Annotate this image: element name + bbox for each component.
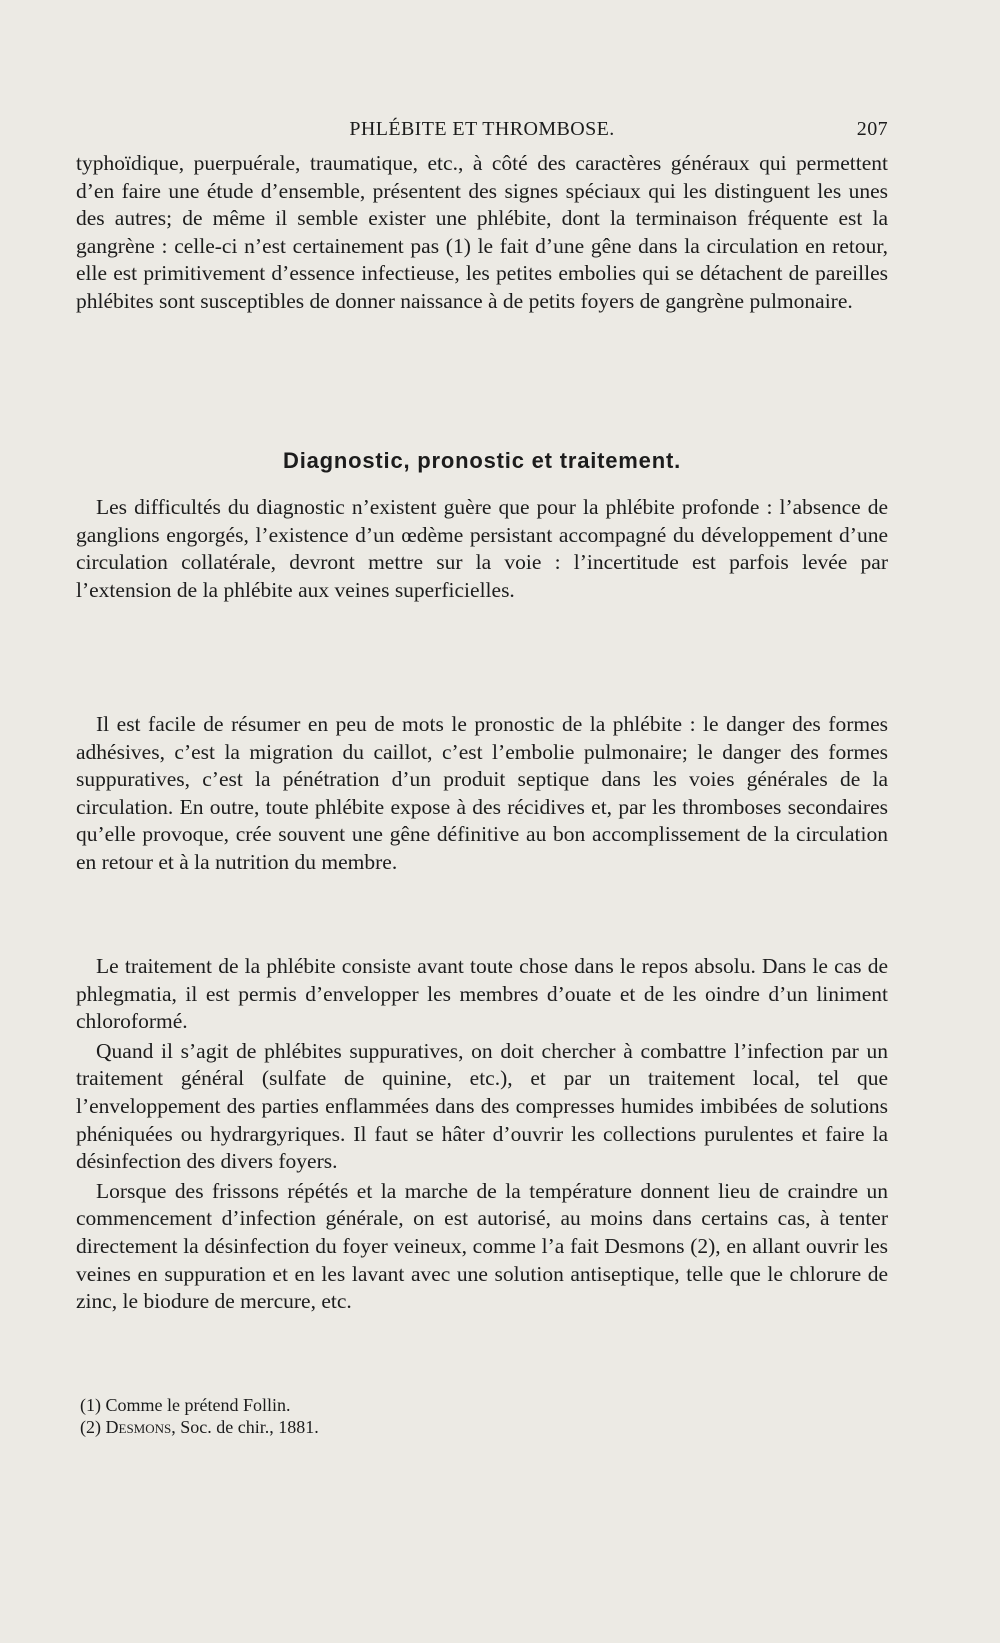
footnote-2 xyxy=(80,1416,580,1438)
footnote-2-author: Desmons xyxy=(105,1417,172,1437)
intro-paragraph-continued: le fait d’une gêne dans la circulation en retour, elle est primitivement d’essence infectieuse, les petites embolies qui se détachent de pareilles phlébites sont susceptibles de donner naissance à de petits foyers de gangrène pulmonaire. xyxy=(76,233,889,313)
footnote-2-text: , Soc. de chir., 1881. xyxy=(171,1417,319,1437)
footnote-1 xyxy=(80,1394,580,1416)
traitement-paragraph-3 xyxy=(76,1178,888,1316)
intro-text xyxy=(76,150,888,316)
traitement-paragraph-3-continued: , en allant ouvrir les veines en suppuration et en les lavant avec une solution antiseptique, telle que le chlorure de zinc, le biodure de mercure, etc. xyxy=(76,1233,888,1314)
footnote-1-marker: (1) xyxy=(80,1395,101,1415)
traitement-paragraph-3-text: Lorsque des frissons répétés et la marche de la température donnent lieu de craindre un commencement d’infection générale, on est autorisé, au moins dans certains cas, à tenter directement la désinfection du foyer veineux, comme l’a fait Desmons xyxy=(76,1178,888,1258)
traitement-paragraph-2: Quand il s’agit de phlébites suppuratives, on doit chercher à combattre l’infection par un traitement général (sulfate de quinine, etc.), et par un traitement local, tel que l’enveloppement des parties enflammées dans des compresses humides imbibées de solutions phéniquées ou hydrargyriques. Il faut se hâter d’ouvrir les collections purulentes et faire la désinfection des divers foyers. xyxy=(76,1038,888,1174)
footnotes xyxy=(80,1394,580,1438)
diagnostic-paragraph: Les difficultés du diagnostic n’existent guère que pour la phlébite profonde : l’absence de ganglions engorgés, l’existence d’un œdème persistant accompagné du développement d’une circulation collatérale, devront mettre sur la voie : l’incertitude est parfois levée par l’extension de la phlébite aux veines superficielles. xyxy=(76,495,888,602)
diagnostic-block xyxy=(76,494,888,604)
page-number: 207 xyxy=(856,118,888,140)
footnote-1-text: Comme le prétend Follin. xyxy=(101,1395,291,1415)
footnote-ref-1: (1) xyxy=(445,233,471,258)
intro-paragraph xyxy=(76,150,888,316)
running-title: PHLÉBITE ET THROMBOSE. xyxy=(349,118,615,140)
running-header xyxy=(76,118,888,144)
traitement-paragraph-1: Le traitement de la phlébite consiste avant toute chose dans le repos absolu. Dans le cas de phlegmatia, il est permis d’envelopper les membres d’ouate et de les oindre d’un liniment chloroformé. xyxy=(76,954,888,1034)
pronostic-paragraph: Il est facile de résumer en peu de mots le pronostic de la phlébite : le danger des formes adhésives, c’est la migration du caillot, c’est l’embolie pulmonaire; le danger des formes suppuratives, c’est la pénétration d’un produit septique dans les voies générales de la circulation. En outre, toute phlébite expose à des récidives et, par les thromboses secondaires qu’elle provoque, crée souvent une gêne définitive au bon accomplissement de la circulation en retour et à la nutrition du membre. xyxy=(76,712,888,874)
footnote-2-marker: (2) xyxy=(80,1417,101,1437)
traitement-block xyxy=(76,953,888,1316)
footnote-ref-2: (2) xyxy=(690,1233,716,1258)
intro-paragraph-text: typhoïdique, puerpuérale, traumatique, etc., à côté des caractères généraux qui permettent d’en faire une étude d’ensemble, présentent des signes spéciaux qui les distinguent les unes des autres; de même il semble exister une phlébite, dont la terminaison fréquente est la gangrène : celle-ci n’est certainement pas xyxy=(76,151,888,258)
pronostic-block xyxy=(76,711,888,877)
section-heading: Diagnostic, pronostic et traitement. xyxy=(283,448,681,473)
